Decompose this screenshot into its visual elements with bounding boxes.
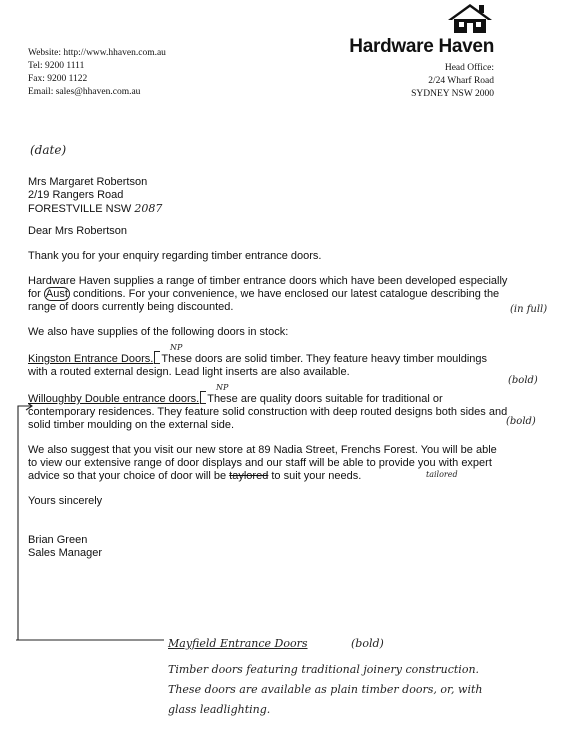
addition-bold-note: (bold) [351, 637, 384, 650]
recipient-suburb: FORESTVILLE NSW [28, 203, 132, 215]
willoughby-heading: Willoughby Double entrance doors. [28, 393, 200, 405]
fax-line: Fax: 9200 1122 [28, 74, 88, 84]
margin-note-in-full: (in full) [510, 304, 548, 315]
addition-line-2: These doors are available as plain timber doors, or, with [168, 683, 483, 696]
mayfield-heading: Mayfield Entrance Doors [168, 637, 308, 650]
salutation: Dear Mrs Robertson [28, 225, 128, 237]
margin-note-bold-2: (bold) [506, 416, 536, 427]
new-paragraph-mark [154, 351, 160, 364]
handwritten-correction: tailored [426, 470, 458, 479]
handwritten-date: (date) [30, 143, 67, 157]
np-mark-2: NP [216, 383, 229, 392]
email-line: Email: sales@hhaven.com.au [28, 87, 141, 97]
addition-line-3: glass leadlighting. [168, 703, 271, 716]
margin-note-bold-1: (bold) [508, 375, 538, 386]
office-street: 2/24 Wharf Road [428, 76, 494, 86]
addition-line-1: Timber doors featuring traditional joinery construction. [168, 663, 480, 676]
paragraph-enquiry: Thank you for your enquiry regarding timber entrance doors. [28, 250, 322, 262]
insert-arrow-tail [16, 638, 166, 644]
handwritten-postcode: 2087 [134, 202, 163, 215]
house-logo-icon [446, 2, 494, 34]
paragraph-willoughby [28, 383, 508, 432]
website-line: Website: http://www.hhaven.com.au [28, 48, 166, 58]
recipient-street: 2/19 Rangers Road [28, 189, 124, 201]
struck-word: taylored [229, 470, 269, 482]
head-office-address [411, 62, 494, 101]
office-city: SYDNEY NSW 2000 [411, 89, 494, 99]
signature-block [28, 534, 508, 560]
paragraph-stock: We also have supplies of the following doors in stock: [28, 326, 289, 338]
willoughby-text: These are quality doors suitable for traditional or contemporary residences. They feature solid construction with deep routed designs both sides and solid timber moulding on the external side. [28, 393, 508, 431]
circled-abbreviation: Aust [45, 288, 68, 300]
handwritten-addition [168, 634, 482, 720]
np-mark-1: NP [170, 343, 183, 352]
paragraph-kingston [28, 343, 508, 379]
insert-arrow-line [14, 404, 34, 644]
kingston-text: These doors are solid timber. They feature heavy timber mouldings with a routed external design. Lead light inserts are also available. [28, 353, 488, 378]
contact-details [28, 47, 166, 99]
recipient-name: Mrs Margaret Robertson [28, 176, 148, 188]
kingston-heading: Kingston Entrance Doors. [28, 353, 154, 365]
paragraph-range: Hardware Haven supplies a range of timber entrance doors which have been developed especially for Aust conditions. For your convenience, we have enclosed our latest catalogue describing the range of doors currently being discounted. [28, 275, 508, 313]
signatory-title: Sales Manager [28, 547, 102, 559]
signatory-name: Brian Green [28, 534, 88, 546]
company-name: Hardware Haven [349, 36, 494, 57]
letter-body [28, 176, 508, 560]
new-paragraph-mark [200, 391, 206, 404]
addition-heading-line [168, 634, 482, 654]
head-office-label: Head Office: [444, 63, 494, 73]
closing: Yours sincerely [28, 495, 103, 507]
tel-line: Tel: 9200 1111 [28, 61, 85, 71]
recipient-address [28, 176, 508, 216]
paragraph-visit-store: We also suggest that you visit our new store at 89 Nadia Street, Frenchs Forest. You will be able to view our extensive range of door displays and our staff will be able to provide you with expert advice so that your choice of door will be taylored to suit your needs. tailored [28, 444, 497, 482]
